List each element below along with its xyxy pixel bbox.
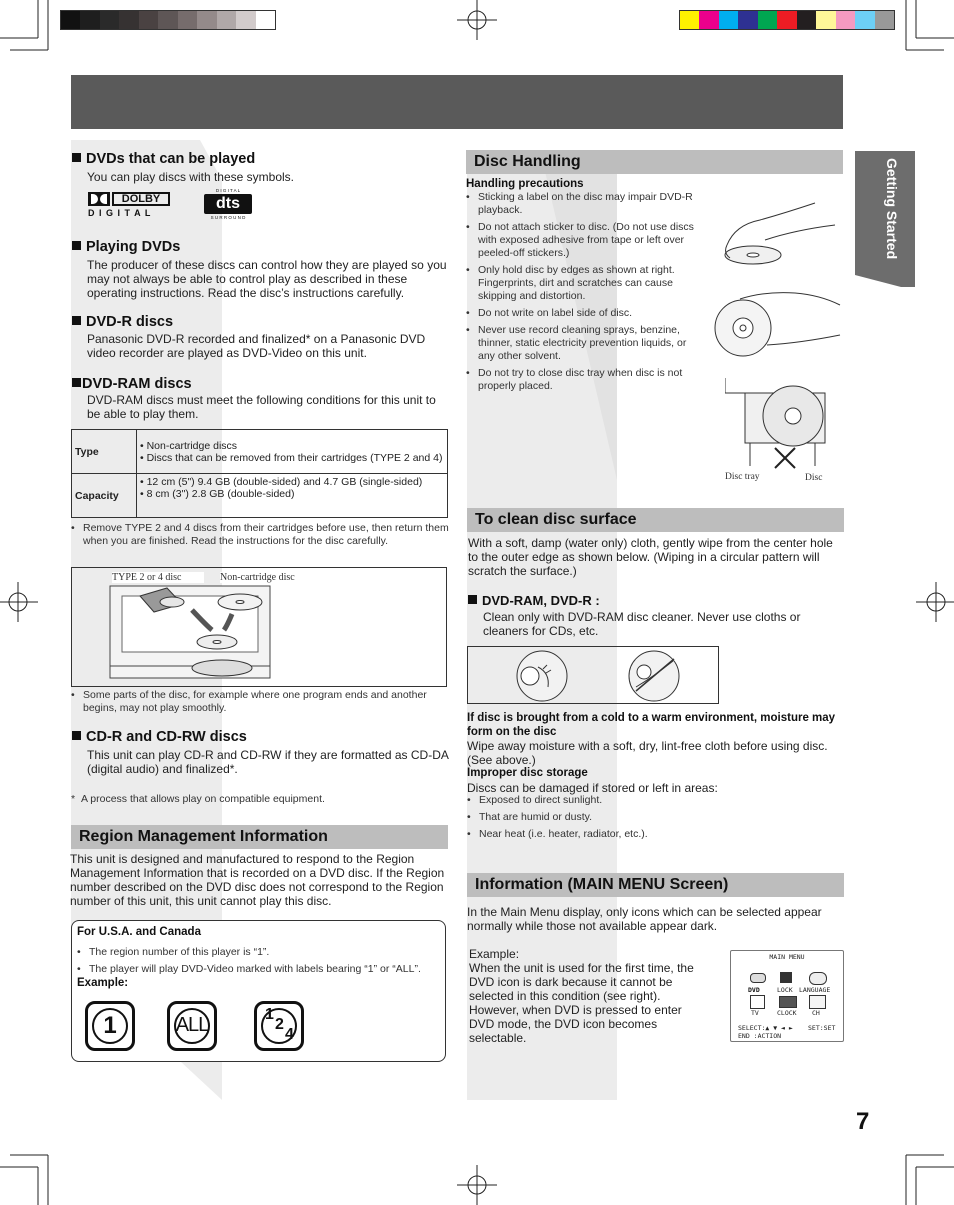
menu-ch: CH xyxy=(812,1009,820,1017)
ch-icon xyxy=(809,995,826,1009)
handling-precautions-title: Handling precautions xyxy=(466,178,584,190)
label-disc-tray: Disc tray xyxy=(725,472,760,482)
footnote: * A process that allows play on compatible equipment. xyxy=(71,793,325,805)
menu-language: LANGUAGE xyxy=(799,986,831,994)
region-text: This unit is designed and manufactured to respond to the Region Management Information that is recorded on a DVD disc. If the Region number described on the DVD disc does not correspond to the Region number of this unit, this unit cannot play this disc. xyxy=(70,852,445,908)
type-label: Type xyxy=(72,430,137,474)
region-box xyxy=(71,920,446,1062)
clean-disc-heading: To clean disc surface xyxy=(467,508,844,532)
dvdram-heading: DVD-RAM discs xyxy=(72,376,192,392)
parts-note: • Some parts of the disc, for example where one program ends and another begins, may not play smoothly. xyxy=(71,689,449,719)
type-values: • Non-cartridge discs • Discs that can be removed from their cartridges (TYPE 2 and 4) xyxy=(137,430,448,474)
region-all-badge: ALL xyxy=(167,1001,217,1051)
disc-loading-illustration xyxy=(72,568,446,686)
lock-icon xyxy=(780,972,792,983)
menu-select: SELECT:▲ ▼ ◄ ► xyxy=(738,1024,793,1032)
dvds-playable-heading: DVDs that can be played xyxy=(72,151,255,167)
dvds-playable-text: You can play discs with these symbols. xyxy=(87,170,294,184)
dvdr-text: Panasonic DVD-R recorded and finalized* on a Panasonic DVD video recorder are played as DVD-Video on this unit. xyxy=(87,332,426,360)
info-text: In the Main Menu display, only icons which can be selected appear normally while those not available appear dark. xyxy=(467,905,822,933)
capacity-values: • 12 cm (5") 9.4 GB (double-sided) and 4.7 GB (single-sided) • 8 cm (3") 2.8 GB (double-sided) xyxy=(137,474,448,518)
main-menu-screen xyxy=(730,950,844,1042)
handling-precautions-list: • Sticking a label on the disc may impair DVD-R playback. • Do not attach sticker to disc. (Do not use discs with exposed adhesive from tape or left over peeled-off stickers.) • Only hold disc by edges as shown at right. Fingerprints, dirt and scratches can cause skipping and distortion. • Do not write on label side of disc. • Never use record cleaning sprays, benzine, thinner, static electricity prevention liquids, or any other solvent. • Do not try to close disc tray when disc is not properly placed. xyxy=(466,191,700,397)
disc-loading-figure xyxy=(71,567,447,687)
menu-title: MAIN MENU xyxy=(769,953,805,961)
remove-note: • Remove TYPE 2 and 4 discs from their cartridges before use, then return them when you are finished. Read the instructions for the disc carefully. xyxy=(71,522,449,552)
info-heading: Information (MAIN MENU Screen) xyxy=(467,873,844,897)
moisture-text: Wipe away moisture with a soft, dry, lint-free cloth before using disc. (See above.) xyxy=(467,739,828,767)
figure-label-non-cartridge: Non-cartridge disc xyxy=(220,572,320,583)
storage-text: Discs can be damaged if stored or left in areas: xyxy=(467,781,718,795)
dolby-digital-logo: DOLBY D I G I T A L xyxy=(88,192,174,220)
disc-tray-illustration xyxy=(725,378,835,478)
page-number: 7 xyxy=(856,1108,870,1135)
menu-end: END :ACTION xyxy=(738,1032,782,1040)
menu-set: SET:SET xyxy=(808,1024,836,1032)
menu-dvd: DVD xyxy=(748,986,760,994)
dvdram-dvdr-heading: DVD-RAM, DVD-R : xyxy=(468,593,600,608)
language-icon xyxy=(809,972,827,985)
region-heading: Region Management Information xyxy=(71,825,448,849)
disc-handling-heading: Disc Handling xyxy=(466,150,843,174)
clock-icon xyxy=(779,996,797,1008)
menu-tv: TV xyxy=(751,1009,759,1017)
cdr-text: This unit can play CD-R and CD-RW if they are formatted as CD-DA (digital audio) and finalized*. xyxy=(87,748,449,776)
playing-dvds-text: The producer of these discs can control how they are played so you may not always be able to control play as described in these operating instructions. Read the disc’s instructions carefully. xyxy=(87,258,447,300)
top-banner xyxy=(71,75,843,129)
region-1-badge: 1 xyxy=(85,1001,135,1051)
playing-dvds-heading: Playing DVDs xyxy=(72,239,180,255)
tv-icon xyxy=(750,995,765,1009)
dvdram-dvdr-text: Clean only with DVD-RAM disc cleaner. Never use cloths or cleaners for CDs, etc. xyxy=(483,610,801,638)
figure-label-type-disc: TYPE 2 or 4 disc xyxy=(112,572,204,583)
info-example-text: When the unit is used for the first time, the DVD icon is dark because it cannot be selected in this condition (see right). However, when DVD is pressed to enter DVD mode, the DVD icon becomes selectable. xyxy=(469,961,694,1045)
region-example-label: Example: xyxy=(77,977,129,989)
cleaning-figure xyxy=(467,646,719,704)
side-tab-label: Getting Started xyxy=(884,158,900,260)
dvdram-text: DVD-RAM discs must meet the following conditions for this unit to be able to play them. xyxy=(87,393,436,421)
region-box-list: • The region number of this player is “1”. • The player will play DVD-Video marked with labels bearing “1” or “ALL”. xyxy=(77,946,442,980)
region-box-title: For U.S.A. and Canada xyxy=(77,926,201,938)
dts-surround-logo: D I G I T A L dts S U R R O U N D xyxy=(204,188,252,222)
storage-list: • Exposed to direct sunlight. • That are humid or dusty. • Near heat (i.e. heater, radiator, etc.). xyxy=(467,794,845,845)
menu-clock: CLOCK xyxy=(777,1009,797,1017)
storage-title: Improper disc storage xyxy=(467,767,588,779)
cleaning-illustration xyxy=(468,647,718,703)
menu-lock: LOCK xyxy=(777,986,793,994)
dvd-icon xyxy=(750,973,766,983)
disc-handling-illustration xyxy=(705,195,845,385)
label-disc: Disc xyxy=(805,473,823,483)
dvdr-heading: DVD-R discs xyxy=(72,314,173,330)
capacity-label: Capacity xyxy=(72,474,137,518)
moisture-title: If disc is brought from a cold to a warm environment, moisture may form on the disc xyxy=(467,712,836,738)
info-example-label: Example: xyxy=(469,947,520,961)
region-multi-badge: 1 2 4 xyxy=(254,1001,304,1051)
clean-disc-text: With a soft, damp (water only) cloth, gently wipe from the center hole to the outer edge as shown below. (Wiping in a circular pattern will scratch the surface.) xyxy=(468,536,833,578)
cdr-heading: CD-R and CD-RW discs xyxy=(72,729,247,745)
dvdram-spec-table xyxy=(71,429,448,518)
